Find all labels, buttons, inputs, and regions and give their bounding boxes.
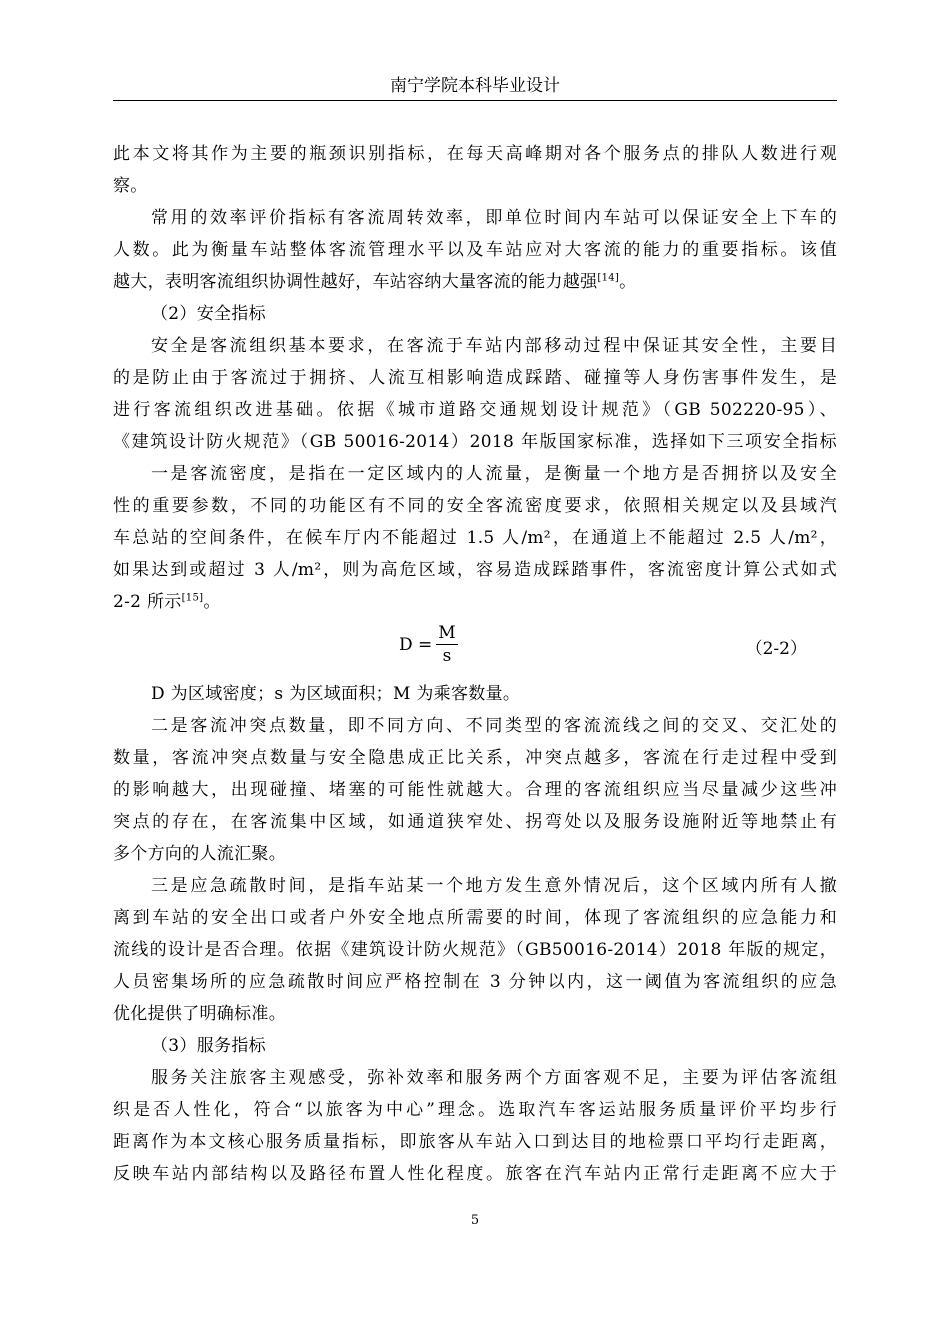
text-line [113, 394, 837, 426]
text-line [113, 586, 837, 618]
equation-fraction [436, 622, 457, 667]
text-line-content: 数量，客流冲突点数量与安全隐患成正比关系，冲突点越多，客流在行走过程中受到 [113, 748, 837, 768]
text-line-content: 服务关注旅客主观感受，弥补效率和服务两个方面客观不足，主要为评估客流组 [151, 1068, 837, 1088]
text-line-content: 反映车站内部结构以及路径布置人性化程度。旅客在汽车站内正常行走距离不应大于 [113, 1164, 837, 1184]
header-rule [113, 100, 837, 101]
text-line-tail: 。 [203, 592, 221, 612]
text-line [113, 490, 837, 522]
text-line-content: 车总站的空间条件，在候车厅内不能超过 1.5 人/m²，在通道上不能超过 2.5 人/m²， [113, 528, 837, 548]
equation-2-2 [113, 618, 837, 678]
text-line-content: 织是否人性化，符合“以旅客为中心”理念。选取汽车客运站服务质量评价平均步行 [113, 1100, 837, 1120]
text-line-content: 常用的效率评价指标有客流周转效率，即单位时间内车站可以保证安全上下车的 [151, 208, 837, 228]
equation-lhs: D = [399, 634, 433, 655]
citation-reference: [15] [181, 592, 204, 604]
text-line-content: 的影响越大，出现碰撞、堵塞的可能性就越大。合理的客流组织应当尽量减少这些冲 [113, 780, 837, 800]
text-line-content: 性的重要参数，不同的功能区有不同的安全客流密度要求，依照相关规定以及县域汽 [113, 496, 837, 516]
text-line-content: 距离作为本文核心服务质量指标，即旅客从车站入口到达目的地检票口平均行走距离， [113, 1132, 837, 1152]
text-line [113, 1126, 837, 1158]
text-line [113, 998, 837, 1030]
text-line-content: 优化提供了明确标准。 [113, 1004, 286, 1024]
text-line-content: 流线的设计是否合理。依据《建筑设计防火规范》（GB50016-2014）2018 年版的规定， [113, 940, 837, 960]
text-line-content: 人数。此为衡量车站整体客流管理水平以及车站应对大客流的能力的重要指标。该值 [113, 240, 837, 260]
text-line [113, 1062, 837, 1094]
text-line-content: 如果达到或超过 3 人/m²，则为高危区域，容易造成踩踏事件，客流密度计算公式如式 [113, 560, 837, 580]
text-line [113, 1094, 837, 1126]
text-line-content: 三是应急疏散时间，是指车站某一个地方发生意外情况后，这个区域内所有人撤 [151, 876, 837, 896]
text-line-content: 越大，表明客流组织协调性越好，车站容纳大量客流的能力越强 [113, 272, 598, 292]
text-line-content: 2-2 所示 [113, 592, 182, 612]
text-line [113, 138, 837, 170]
equation-number: （2-2） [745, 639, 807, 659]
text-line [113, 330, 837, 362]
text-line [113, 458, 837, 490]
text-line [113, 170, 837, 202]
text-line [113, 870, 837, 902]
text-line [113, 806, 837, 838]
text-line-content: 察。 [113, 176, 148, 196]
text-line-content: （2）安全指标 [151, 304, 266, 324]
text-line [113, 298, 837, 330]
equation-numerator: M [438, 623, 456, 643]
text-line [113, 742, 837, 774]
text-line [113, 774, 837, 806]
text-line-content: 《建筑设计防火规范》（GB 50016-2014）2018 年版国家标准，选择如下三项安全指标 [113, 432, 837, 452]
text-line-content: 二是客流冲突点数量，即不同方向、不同类型的客流流线之间的交叉、交汇处的 [151, 716, 837, 736]
running-header: 南宁学院本科毕业设计 [390, 76, 560, 96]
text-line-content: 安全是客流组织基本要求，在客流于车站内部移动过程中保证其安全性，主要目 [151, 336, 837, 356]
text-block-after-equation [113, 678, 837, 1190]
text-line-content: 离到车站的安全出口或者户外安全地点所需要的时间，体现了客流组织的应急能力和 [113, 908, 837, 928]
text-line [113, 678, 837, 710]
text-block-before-equation [113, 138, 837, 618]
text-line [113, 234, 837, 266]
text-line-tail: 。 [619, 272, 637, 292]
text-line [113, 966, 837, 998]
text-line [113, 522, 837, 554]
page-number: 5 [470, 1213, 480, 1228]
text-line [113, 266, 837, 298]
text-line [113, 710, 837, 742]
equation-formula [399, 622, 458, 667]
text-line-content: 的是防止由于客流过于拥挤、人流互相影响造成踩踏、碰撞等人身伤害事件发生，是 [113, 368, 837, 388]
text-line [113, 554, 837, 586]
text-line-content: 一是客流密度，是指在一定区域内的人流量，是衡量一个地方是否拥挤以及安全 [151, 464, 837, 484]
text-line-content: 人员密集场所的应急疏散时间应严格控制在 3 分钟以内，这一阈值为客流组织的应急 [113, 972, 837, 992]
text-line-content: D 为区域密度；s 为区域面积；M 为乘客数量。 [151, 684, 521, 704]
text-line [113, 362, 837, 394]
text-line-content: 此本文将其作为主要的瓶颈识别指标，在每天高峰期对各个服务点的排队人数进行观 [113, 144, 837, 164]
text-line [113, 902, 837, 934]
equation-denominator: s [442, 646, 452, 666]
text-line-content: 突点的存在，在客流集中区域，如通道狭窄处、拐弯处以及服务设施附近等地禁止有 [113, 812, 837, 832]
body-text [113, 138, 837, 1190]
text-line [113, 1030, 837, 1062]
citation-reference: [14] [597, 272, 620, 284]
text-line [113, 838, 837, 870]
text-line-content: （3）服务指标 [151, 1036, 266, 1056]
text-line [113, 202, 837, 234]
text-line [113, 426, 837, 458]
text-line [113, 1158, 837, 1190]
text-line-content: 多个方向的人流汇聚。 [113, 844, 286, 864]
text-line-content: 进行客流组织改进基础。依据《城市道路交通规划设计规范》（GB 502220-95）、 [113, 400, 837, 420]
text-line [113, 934, 837, 966]
